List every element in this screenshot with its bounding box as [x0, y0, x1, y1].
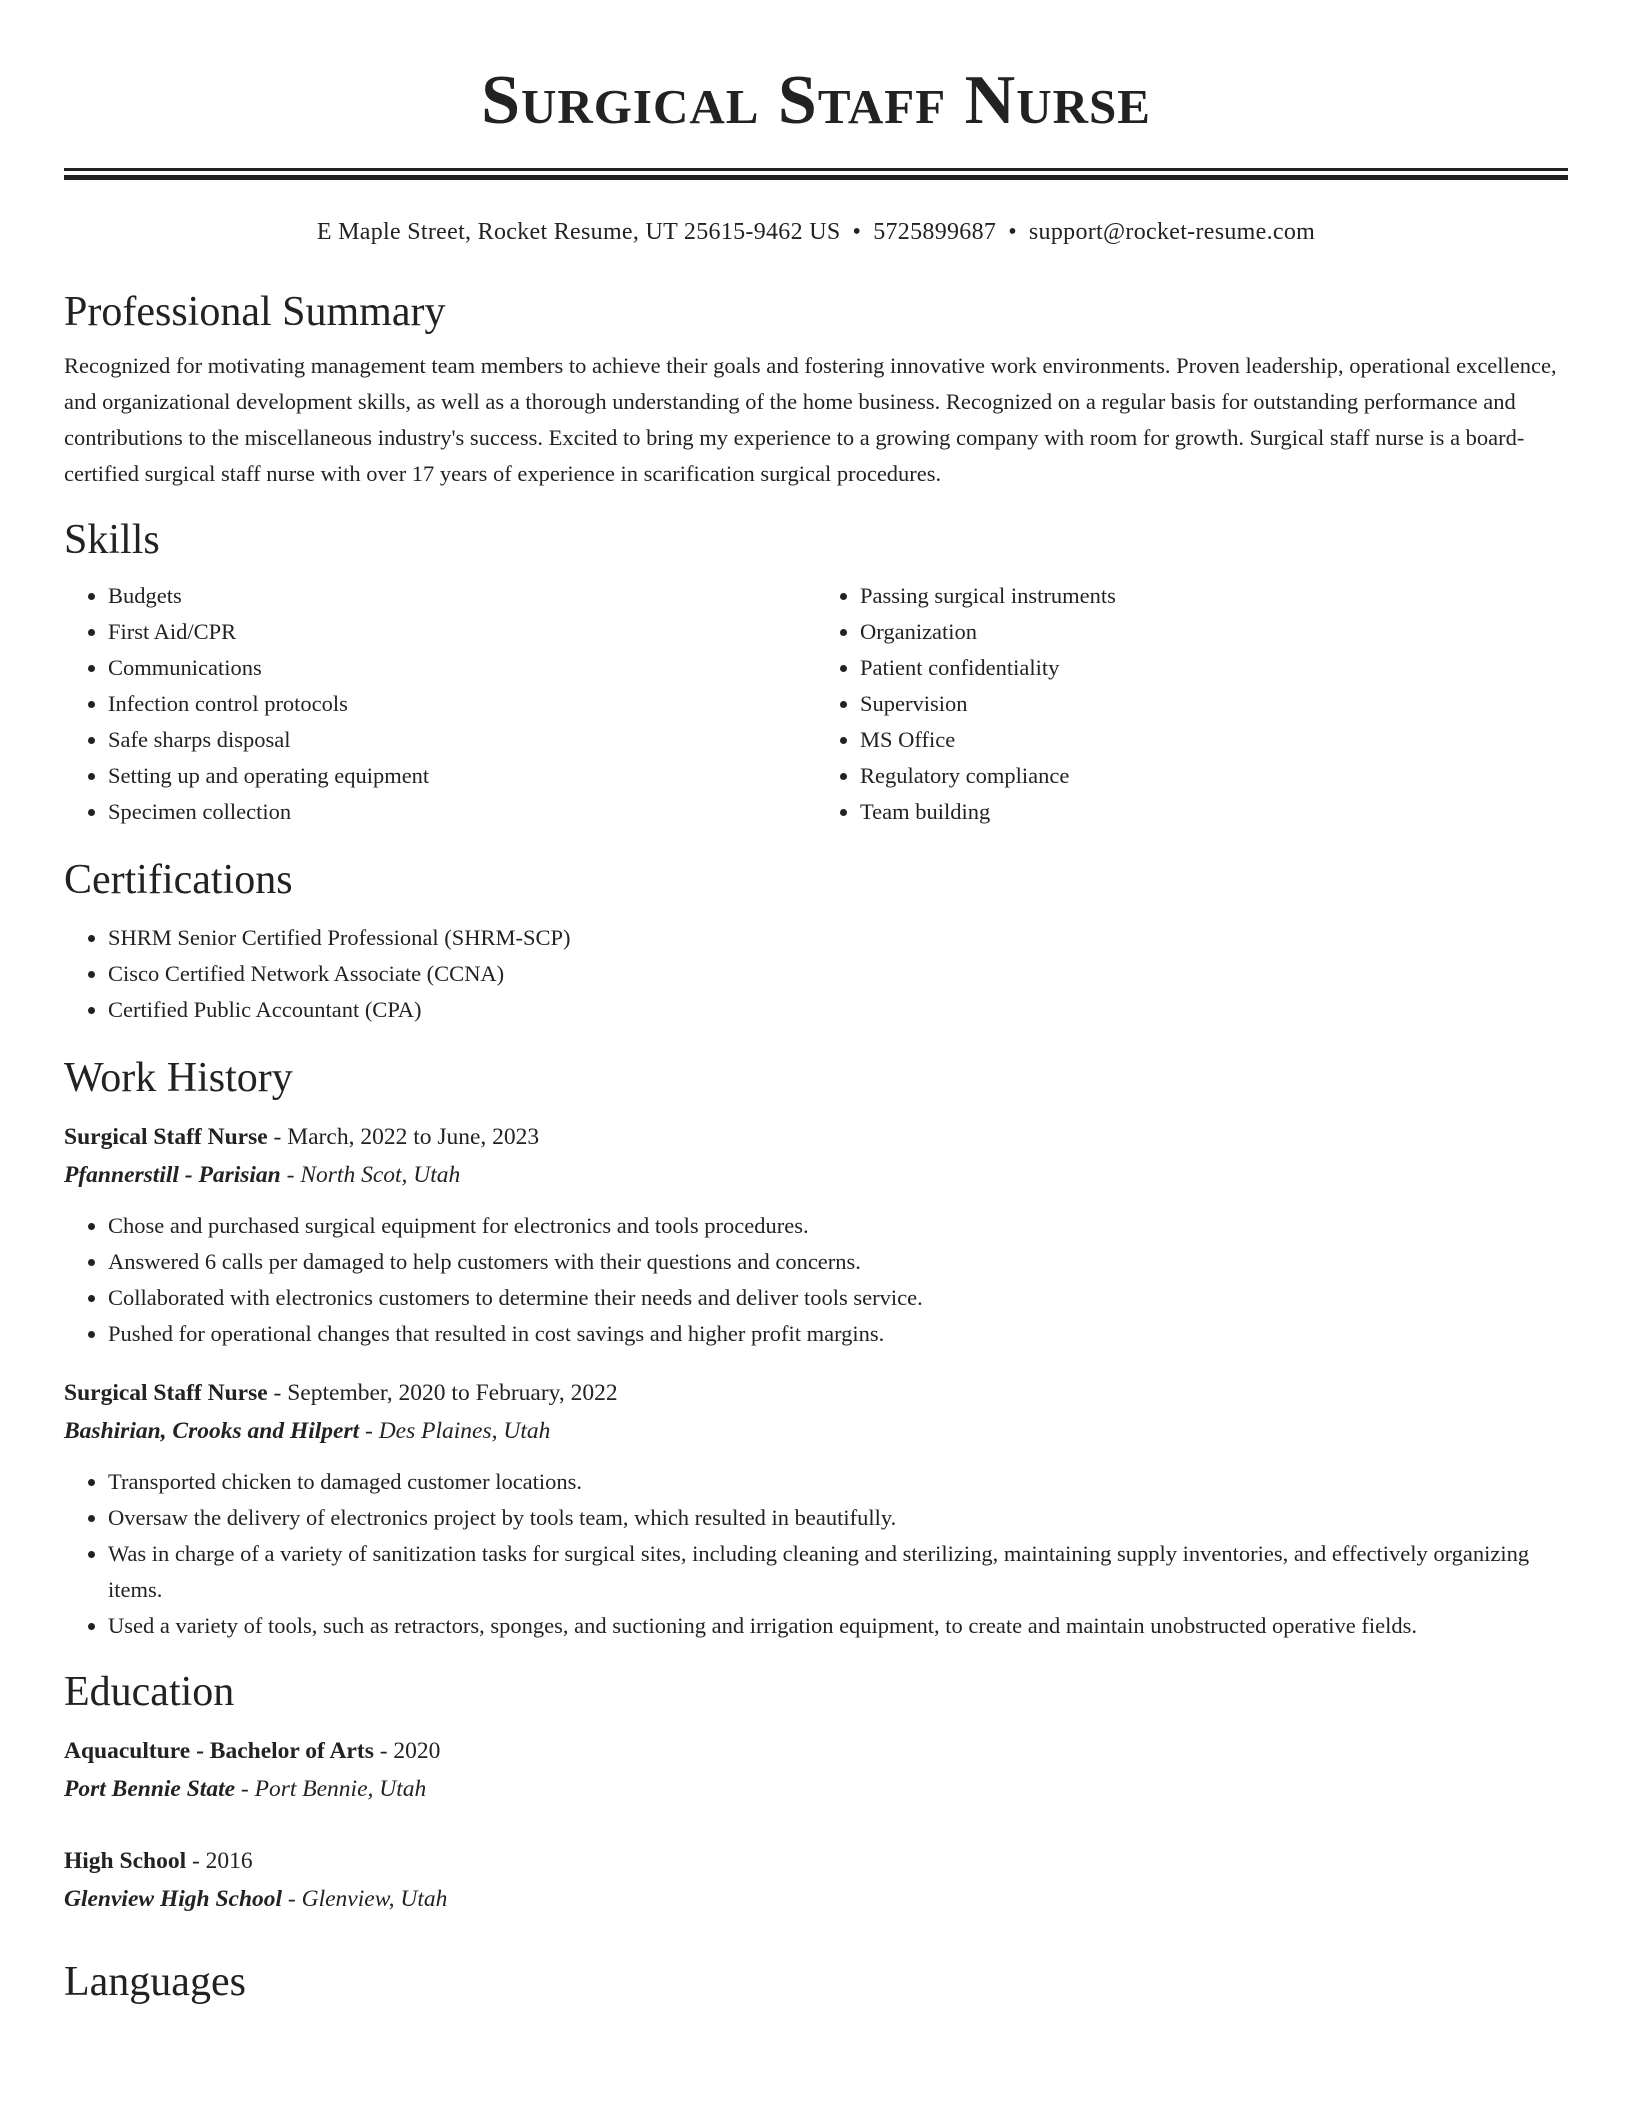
education-degree: Aquaculture - Bachelor of Arts: [64, 1738, 374, 1764]
skill-item: • Infection control protocols: [108, 686, 816, 722]
job-company: Bashirian, Crooks and Hilpert: [64, 1418, 360, 1444]
skill-item: • Supervision: [860, 686, 1568, 722]
skill-item: • Communications: [108, 650, 816, 686]
skills-list-right: [816, 578, 1568, 830]
skill-item: • MS Office: [860, 722, 1568, 758]
job-company: Pfannerstill - Parisian: [64, 1162, 281, 1188]
contact-separator: •: [1008, 219, 1017, 245]
job-bullets: [64, 1464, 1568, 1644]
job-entry: [64, 1118, 1568, 1352]
contact-separator: •: [852, 219, 862, 245]
job-bullet: • Chose and purchased surgical equipment for electronics and tools procedures.: [108, 1208, 1568, 1244]
skill-item: • Budgets: [108, 578, 816, 614]
header-divider-thick: [64, 175, 1568, 180]
job-company-line: [64, 1412, 1568, 1450]
education-degree: High School: [64, 1848, 187, 1874]
job-bullet: • Pushed for operational changes that resulted in cost savings and higher profit margins.: [108, 1316, 1568, 1352]
job-bullet: • Was in charge of a variety of sanitization tasks for surgical sites, including cleaning and sterilizing, maintaining supply inventories, and effectively organizing items.: [108, 1536, 1568, 1608]
skill-item: • Regulatory compliance: [860, 758, 1568, 794]
job-dates: - September, 2020 to February, 2022: [267, 1380, 618, 1406]
skills-heading: Skills: [64, 517, 160, 563]
languages-heading: Languages: [64, 1959, 246, 2005]
skill-item: • Patient confidentiality: [860, 650, 1568, 686]
header-divider-thin: [64, 168, 1568, 171]
job-bullet: • Oversaw the delivery of electronics project by tools team, which resulted in beautifully.: [108, 1500, 1568, 1536]
contact-phone: 5725899687: [873, 219, 997, 245]
certifications-list: [64, 920, 1568, 1028]
education-degree-line: [64, 1732, 1568, 1770]
education-heading: Education: [64, 1669, 235, 1715]
education-school: Glenview High School: [64, 1886, 283, 1912]
job-title: Surgical Staff Nurse: [64, 1124, 268, 1150]
education-degree-line: [64, 1842, 1568, 1880]
job-dates: - March, 2022 to June, 2023: [267, 1124, 540, 1150]
job-bullet: • Used a variety of tools, such as retractors, sponges, and suctioning and irrigation equipment, to create and maintain unobstructed operative fields.: [108, 1608, 1568, 1644]
skill-item: • Setting up and operating equipment: [108, 758, 816, 794]
job-bullet: • Transported chicken to damaged customer locations.: [108, 1464, 1568, 1500]
skill-item: • Organization: [860, 614, 1568, 650]
education-entry: [64, 1842, 1568, 1918]
education-school: Port Bennie State: [64, 1776, 236, 1802]
education-school-line: [64, 1880, 1568, 1918]
education-year: - 2016: [186, 1848, 253, 1874]
skills-columns: [64, 578, 1568, 830]
job-bullets: [64, 1208, 1568, 1352]
education-school-line: [64, 1770, 1568, 1808]
summary-text: Recognized for motivating management team members to achieve their goals and fostering innovative work environments. Proven leadership, operational excellence, and organizational development skills, as well as a thorough understanding of the home business. Recognized on a regular basis for outstanding performance and contributions to the miscellaneous industry's success. Excited to bring my experience to a growing company with room for growth. Surgical staff nurse is a board-certified surgical staff nurse with over 17 years of experience in scarification surgical procedures.: [64, 353, 1557, 486]
job-bullet: • Collaborated with electronics customers to determine their needs and deliver tools service.: [108, 1280, 1568, 1316]
skills-list-left: [64, 578, 816, 830]
summary-heading: Professional Summary: [64, 289, 446, 335]
education-location: - Port Bennie, Utah: [235, 1776, 427, 1802]
skill-item: • Team building: [860, 794, 1568, 830]
education-year: - 2020: [373, 1738, 441, 1764]
contact-email: support@rocket-resume.com: [1028, 219, 1316, 245]
resume-name: Surgical Staff Nurse: [481, 62, 1151, 139]
education-location: - Glenview, Utah: [282, 1886, 448, 1912]
skill-item: • First Aid/CPR: [108, 614, 816, 650]
skill-item: • Safe sharps disposal: [108, 722, 816, 758]
job-entry: [64, 1374, 1568, 1644]
job-bullet: • Answered 6 calls per damaged to help customers with their questions and concerns.: [108, 1244, 1568, 1280]
job-title: Surgical Staff Nurse: [64, 1380, 268, 1406]
job-location: - Des Plaines, Utah: [359, 1418, 551, 1444]
contact-address: E Maple Street, Rocket Resume, UT 25615-9462 US: [316, 219, 841, 245]
certification-item: • SHRM Senior Certified Professional (SHRM-SCP): [108, 920, 1568, 956]
skill-item: • Specimen collection: [108, 794, 816, 830]
skill-item: • Passing surgical instruments: [860, 578, 1568, 614]
job-company-line: [64, 1156, 1568, 1194]
certification-item: • Certified Public Accountant (CPA): [108, 992, 1568, 1028]
job-title-line: [64, 1118, 1568, 1156]
job-title-line: [64, 1374, 1568, 1412]
education-entry: [64, 1732, 1568, 1808]
job-location: - North Scot, Utah: [280, 1162, 461, 1188]
contact-line: [64, 216, 1568, 248]
certification-item: • Cisco Certified Network Associate (CCNA): [108, 956, 1568, 992]
work-history-heading: Work History: [64, 1055, 293, 1101]
certifications-heading: Certifications: [64, 857, 293, 903]
